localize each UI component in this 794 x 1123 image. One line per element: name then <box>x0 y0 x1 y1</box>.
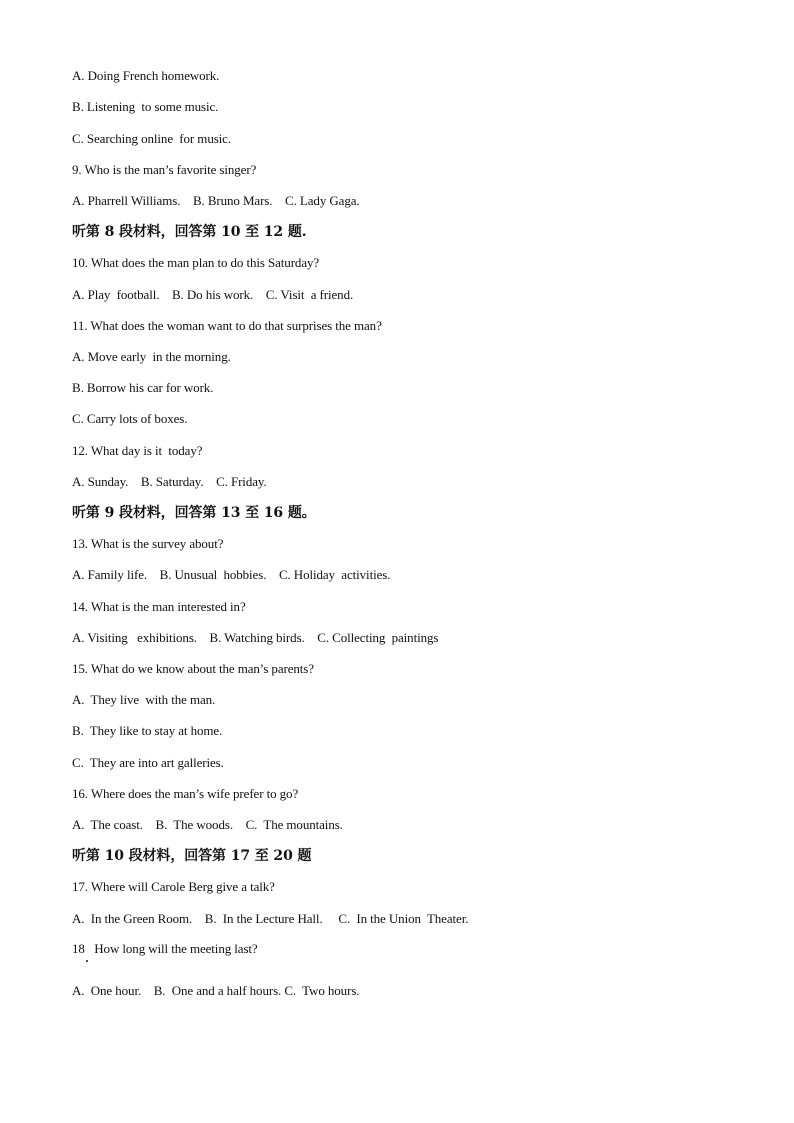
option-11c: C. Carry lots of boxes. <box>72 411 188 426</box>
options-16: A. The coast. B. The woods. C. The mountains. <box>72 817 343 832</box>
option-11b: B. Borrow his car for work. <box>72 380 214 395</box>
question-16: 16. Where does the man’s wife prefer to go? <box>72 786 299 801</box>
question-14: 14. What is the man interested in? <box>72 599 246 614</box>
section-heading-10: 听第 10 段材料，回答第 17 至 20 题 <box>72 848 312 864</box>
option-15c: C. They are into art galleries. <box>72 755 224 770</box>
section-heading-8: 听第 8 段材料，回答第 10 至 12 题. <box>72 224 307 240</box>
options-17: A. In the Green Room. B. In the Lecture Hall. C. In the Union Theater. <box>72 911 469 926</box>
option-15b: B. They like to stay at home. <box>72 723 223 738</box>
option-8c: C. Searching online for music. <box>72 131 232 146</box>
options-12: A. Sunday. B. Saturday. C. Friday. <box>72 474 267 489</box>
question-15: 15. What do we know about the man’s parents? <box>72 661 314 676</box>
option-8b: B. Listening to some music. <box>72 99 219 114</box>
options-9: A. Pharrell Williams. B. Bruno Mars. C. Lady Gaga. <box>72 193 360 208</box>
options-18: A. One hour. B. One and a half hours. C. Two hours. <box>72 983 360 998</box>
question-9: 9. Who is the man’s favorite singer? <box>72 162 257 177</box>
options-14: A. Visiting exhibitions. B. Watching birds. C. Collecting paintings <box>72 630 439 645</box>
question-11: 11. What does the woman want to do that surprises the man? <box>72 318 382 333</box>
question-10: 10. What does the man plan to do this Saturday? <box>72 255 320 270</box>
options-13: A. Family life. B. Unusual hobbies. C. Holiday activities. <box>72 567 391 582</box>
question-18: 18 How long will the meeting last? <box>72 941 258 956</box>
option-8a: A. Doing French homework. <box>72 68 220 83</box>
question-17: 17. Where will Carole Berg give a talk? <box>72 879 275 894</box>
section-heading-9: 听第 9 段材料，回答第 13 至 16 题。 <box>72 505 316 521</box>
option-15a: A. They live with the man. <box>72 692 216 707</box>
options-10: A. Play football. B. Do his work. C. Visit a friend. <box>72 287 354 302</box>
stray-dot-mark <box>86 960 88 962</box>
option-11a: A. Move early in the morning. <box>72 349 231 364</box>
question-12: 12. What day is it today? <box>72 443 203 458</box>
question-13: 13. What is the survey about? <box>72 536 224 551</box>
